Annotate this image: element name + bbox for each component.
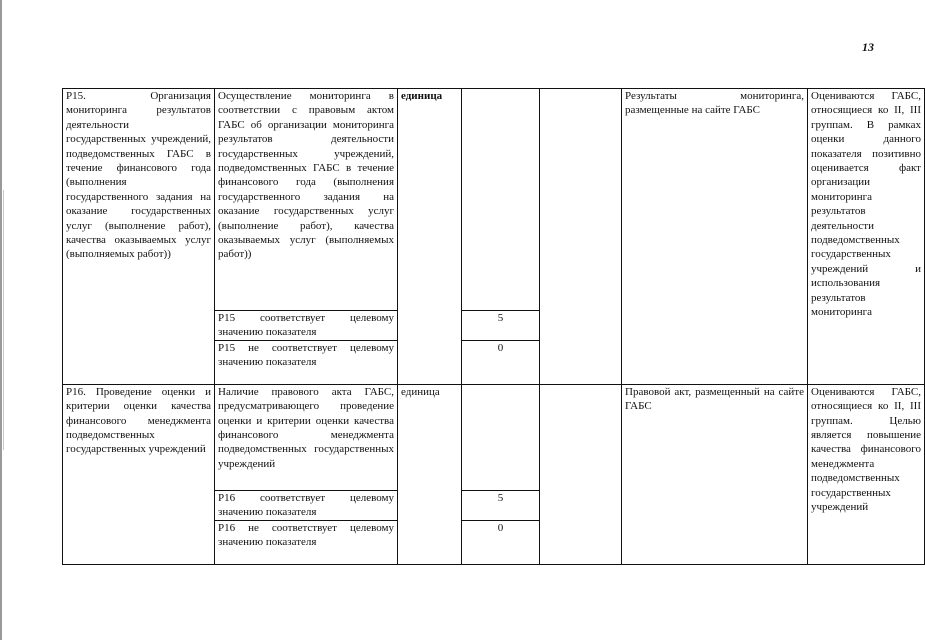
- note-cell: Оцениваются ГАБС, относящиеся ко II, III группам. В рамках оценки данного показателя позитивно оценивается факт организации мониторинга результатов деятельности подведомственных государственных учреждений и использования результатов мониторинга: [808, 89, 925, 385]
- empty-cell: [540, 384, 622, 564]
- condition-cell: Р15 не соответствует целевому значению показателя: [215, 340, 398, 384]
- condition-cell: Р16 соответствует целевому значению показателя: [215, 490, 398, 520]
- description-cell: Наличие правового акта ГАБС, предусматривающего проведение оценки и критерии оценки качества финансового менеджмента подведомственных государственных учреждений: [215, 384, 398, 490]
- table-row: [63, 89, 925, 311]
- score-cell: 5: [462, 490, 540, 520]
- score-cell: [462, 384, 540, 490]
- indicator-cell: Р15. Организация мониторинга результатов деятельности государственных учреждений, подведомственных ГАБС в течение финансового года (выполнения государственного задания на оказание государственных услуг (выполнение работ), качества оказываемых услуг (выполняемых работ)): [63, 89, 215, 385]
- scan-left-edge: [0, 0, 2, 640]
- indicator-cell: Р16. Проведение оценки и критерии оценки качества финансового менеджмента подведомственных государственных учреждений: [63, 384, 215, 564]
- source-cell: Результаты мониторинга, размещенные на сайте ГАБС: [622, 89, 808, 385]
- condition-cell: Р15 соответствует целевому значению показателя: [215, 311, 398, 341]
- unit-cell: единица: [398, 384, 462, 564]
- score-cell: 0: [462, 520, 540, 564]
- description-cell: Осуществление мониторинга в соответствии с правовым актом ГАБС об организации мониторинга результатов деятельности государственных учреждений, подведомственных ГАБС в течение финансового года (выполнения государственного задания на оказание государственных услуг (выполнение работ), качества оказываемых услуг (выполняемых работ)): [215, 89, 398, 311]
- page-number: 13: [862, 40, 874, 54]
- empty-cell: [540, 89, 622, 385]
- unit-cell: единица: [398, 89, 462, 385]
- source-cell: Правовой акт, размещенный на сайте ГАБС: [622, 384, 808, 564]
- score-cell: 5: [462, 311, 540, 341]
- table-row: [63, 384, 925, 490]
- note-cell: Оцениваются ГАБС, относящиеся ко II, III группам. Целью является повышение качества финансового менеджмента подведомственных государственных учреждений: [808, 384, 925, 564]
- indicator-table: [62, 88, 925, 565]
- scan-left-edge-shadow: [3, 190, 4, 450]
- score-cell: [462, 89, 540, 311]
- score-cell: 0: [462, 340, 540, 384]
- condition-cell: Р16 не соответствует целевому значению показателя: [215, 520, 398, 564]
